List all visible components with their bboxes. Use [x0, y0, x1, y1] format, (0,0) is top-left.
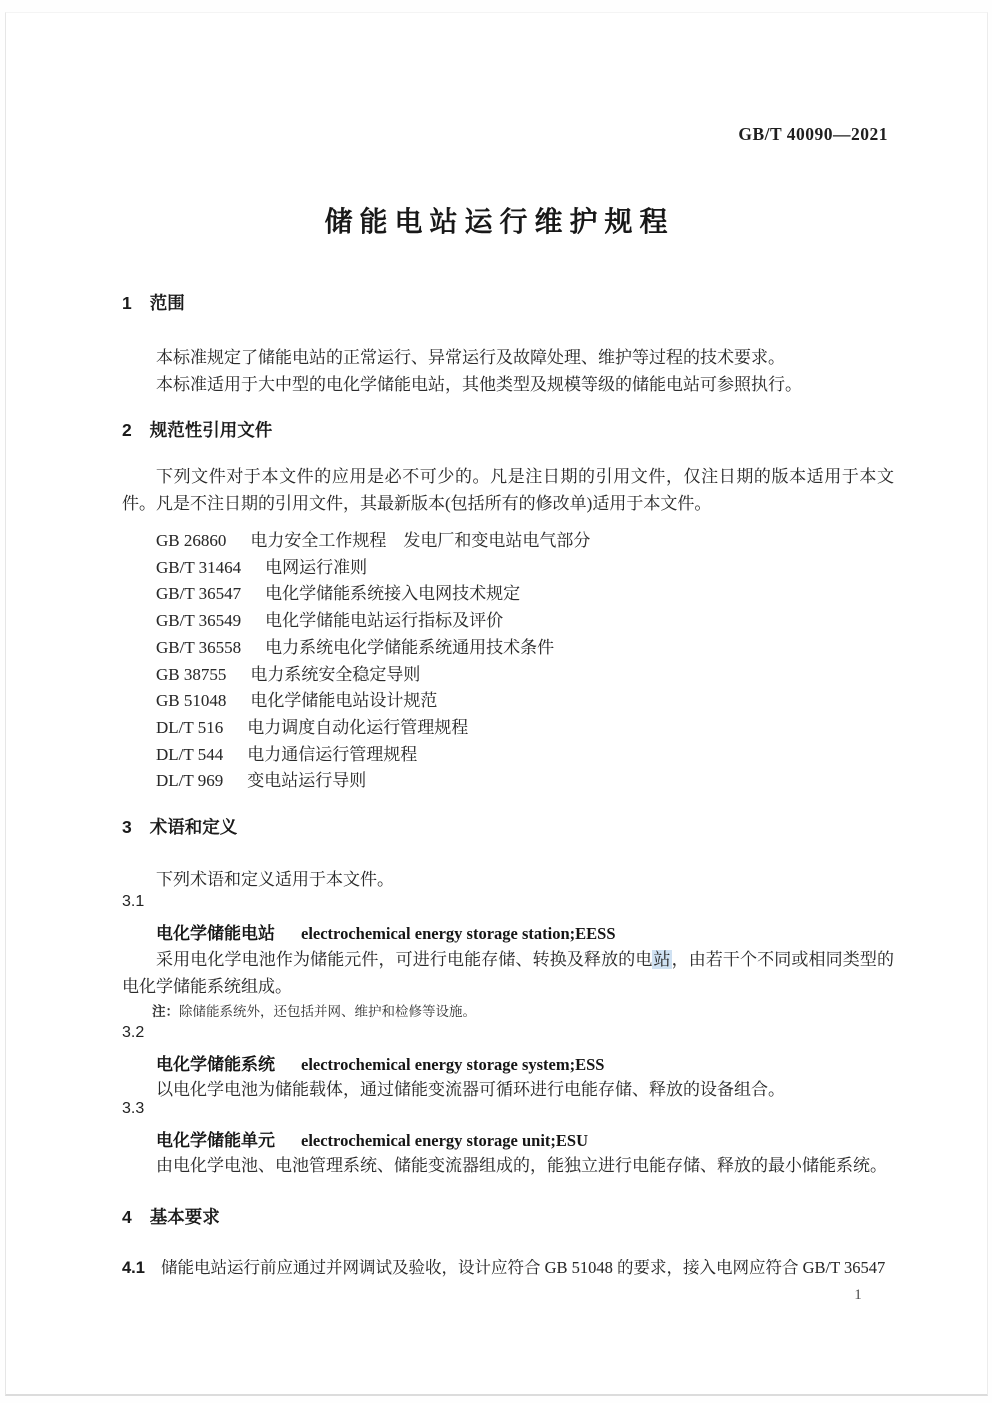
page-number: 1 [854, 1287, 862, 1303]
highlighted-text: 站 [653, 950, 671, 969]
section-1-title: 范围 [149, 293, 185, 313]
reference-title: 电力系统电化学储能系统通用技术条件 [265, 637, 555, 657]
reference-title: 电网运行准则 [265, 557, 368, 577]
section-3-heading [122, 814, 237, 839]
clause-4-1 [122, 1254, 912, 1282]
reference-title: 电力系统安全稳定导则 [250, 664, 421, 684]
reference-item [156, 742, 590, 769]
term-3-1-number: 3.1 [122, 893, 145, 910]
section-4-title: 基本要求 [149, 1207, 220, 1227]
section-1-body [122, 344, 894, 398]
reference-code: GB 51048 [156, 691, 227, 711]
reference-title: 电化学储能电站运行指标及评价 [265, 611, 504, 631]
term-3-2-number: 3.2 [122, 1024, 145, 1041]
paragraph: 本标准适用于大中型的电化学储能电站，其他类型及规模等级的储能电站可参照执行。 [156, 375, 802, 394]
section-4-number: 4 [122, 1207, 132, 1227]
reference-code: GB 38755 [156, 664, 227, 684]
term-3-3-en: electrochemical energy storage unit;ESU [301, 1131, 588, 1150]
term-3-2 [156, 1050, 604, 1075]
reference-title: 电化学储能系统接入电网技术规定 [265, 584, 521, 604]
section-2-title: 规范性引用文件 [149, 420, 273, 440]
standard-code: GB/T 40090—2021 [738, 124, 888, 144]
definition-text: 采用电化学电池作为储能元件，可进行电能存储、转换及释放的电 [156, 950, 653, 969]
term-3-1-en: electrochemical energy storage station;EESS [301, 924, 616, 943]
reference-code: GB 26860 [156, 531, 227, 550]
reference-item [156, 555, 590, 582]
reference-item [156, 688, 590, 715]
section-4-heading [122, 1204, 220, 1229]
page-title: 储能电站运行维护规程 [324, 206, 675, 237]
reference-item [156, 528, 590, 555]
note-label: 注： [152, 1004, 179, 1019]
section-2-number: 2 [122, 420, 132, 440]
term-3-3-number: 3.3 [122, 1100, 145, 1117]
term-3-1-zh: 电化学储能电站 [156, 924, 275, 943]
reference-title: 电力调度自动化运行管理规程 [247, 717, 469, 737]
term-3-1-note [152, 1002, 476, 1022]
section-1-heading [122, 290, 185, 315]
term-3-2-zh: 电化学储能系统 [156, 1055, 275, 1074]
reference-title: 变电站运行导则 [247, 771, 367, 791]
clause-4-1-number: 4.1 [122, 1259, 145, 1277]
reference-item [156, 608, 590, 635]
reference-item [156, 715, 590, 742]
section-3-title: 术语和定义 [149, 817, 238, 837]
section-3-number: 3 [122, 817, 132, 837]
reference-code: GB/T 36547 [156, 584, 242, 604]
term-3-3-zh: 电化学储能单元 [156, 1131, 275, 1150]
term-3-3-definition: 由电化学电池、电池管理系统、储能变流器组成的，能独立进行电能存储、释放的最小储能系统。 [156, 1156, 887, 1175]
section-2-intro: 下列文件对于本文件的应用是必不可少的。凡是注日期的引用文件，仅注日期的版本适用于本文件。凡是不注日期的引用文件，其最新版本(包括所有的修改单)适用于本文件。 [122, 467, 894, 513]
reference-title: 电力通信运行管理规程 [247, 744, 418, 764]
definition-text: ，由若干个不同或相同类型的电化学储能系统组成。 [122, 950, 895, 996]
reference-list [156, 528, 590, 795]
reference-code: DL/T 969 [156, 771, 224, 791]
reference-code: GB/T 36558 [156, 637, 242, 657]
term-3-2-definition: 以电化学电池为储能载体，通过储能变流器可循环进行电能存储、释放的设备组合。 [156, 1080, 785, 1099]
clause-4-1-text: 储能电站运行前应通过并网调试及验收，设计应符合 GB 51048 的要求，接入电网应符合 GB/T 36547 [160, 1258, 886, 1277]
reference-code: DL/T 516 [156, 717, 224, 737]
reference-title: 电力安全工作规程 发电厂和变电站电气部分 [250, 531, 591, 550]
section-1-number: 1 [122, 293, 132, 313]
section-2-heading [122, 417, 272, 442]
reference-code: DL/T 544 [156, 744, 224, 764]
term-3-1 [156, 919, 616, 944]
term-3-1-definition [122, 946, 894, 1000]
reference-item [156, 581, 590, 608]
reference-code: GB/T 31464 [156, 557, 242, 577]
reference-item [156, 768, 590, 795]
term-3-3 [156, 1126, 588, 1151]
term-3-2-en: electrochemical energy storage system;ESS [301, 1055, 605, 1074]
note-text: 除储能系统外，还包括并网、维护和检修等设施。 [179, 1004, 476, 1019]
reference-item [156, 662, 590, 689]
reference-code: GB/T 36549 [156, 611, 242, 631]
reference-item [156, 635, 590, 662]
reference-title: 电化学储能电站设计规范 [250, 691, 438, 711]
section-3-intro: 下列术语和定义适用于本文件。 [156, 870, 394, 889]
paragraph: 本标准规定了储能电站的正常运行、异常运行及故障处理、维护等过程的技术要求。 [156, 348, 785, 367]
